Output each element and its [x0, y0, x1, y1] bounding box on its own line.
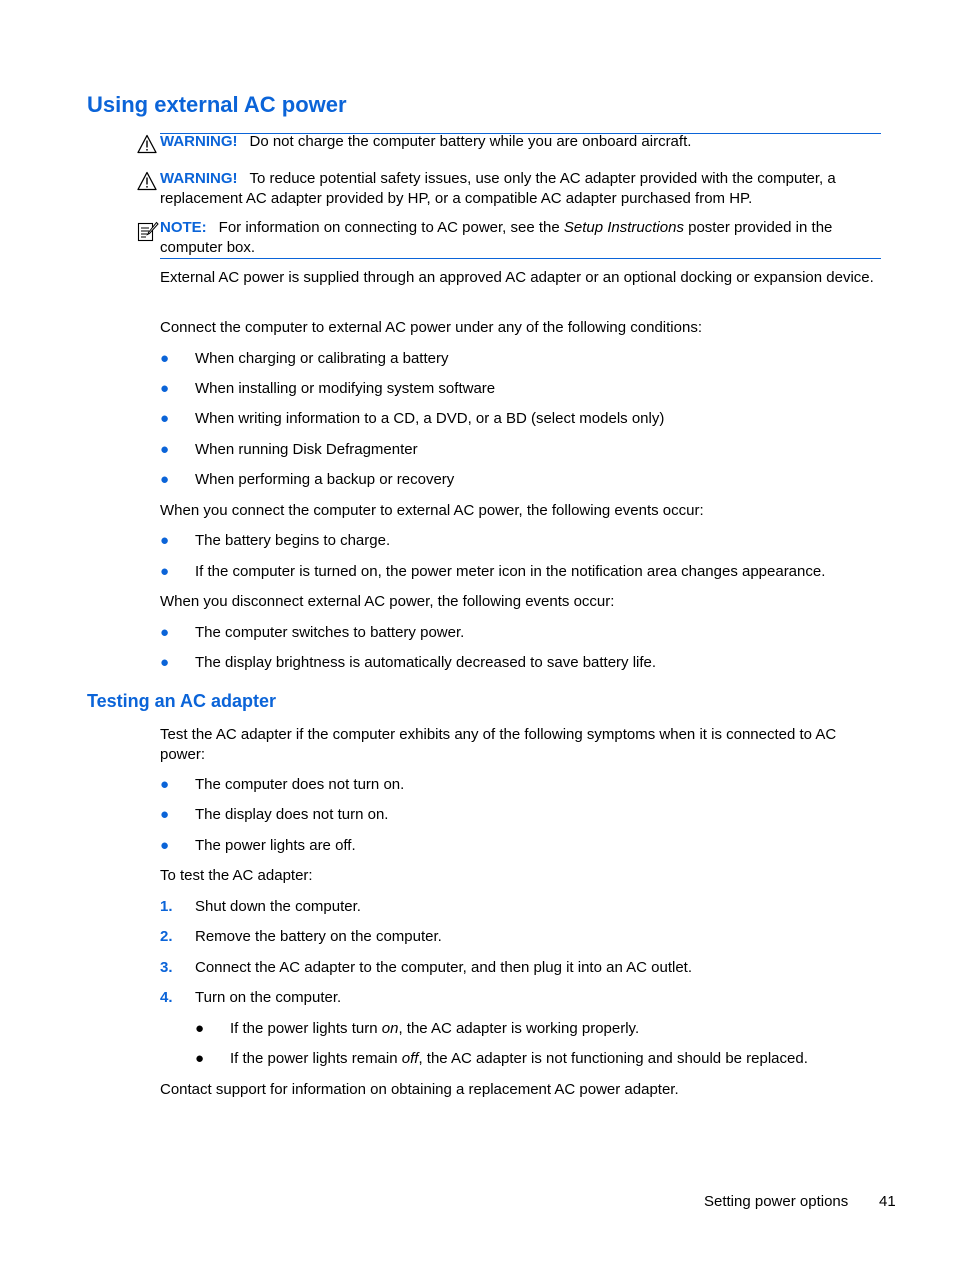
bullet: ● [195, 1020, 205, 1037]
bullet: ● [160, 410, 170, 427]
bullet: ● [160, 532, 170, 549]
bullet: ● [160, 380, 170, 397]
bullet: ● [160, 806, 170, 823]
note-text-after: poster provided in the computer box. [160, 219, 833, 256]
bullet: ● [160, 350, 170, 367]
bullet: ● [160, 776, 170, 793]
footer-section: Setting power options [704, 1193, 849, 1210]
step-number: 1. [160, 898, 173, 915]
note-text-before: For information on connecting to AC power, see the [218, 219, 564, 236]
para-contact: Contact support for information on obtaining a replacement AC power adapter. [160, 1081, 679, 1098]
bullet: ● [160, 471, 170, 488]
warning-text: Do not charge the computer battery while you are onboard aircraft. [249, 133, 692, 150]
step-number: 4. [160, 989, 173, 1006]
warning-triangle-icon [137, 171, 157, 191]
bullet: ● [160, 563, 170, 580]
para-conditions: Connect the computer to external AC power under any of the following conditions: [160, 319, 702, 336]
step-number: 2. [160, 928, 173, 945]
note-label: NOTE: [160, 219, 207, 236]
para-disconnect: When you disconnect external AC power, the following events occur: [160, 593, 615, 610]
para-to-test: To test the AC adapter: [160, 867, 313, 884]
para-connect: When you connect the computer to external AC power, the following events occur: [160, 502, 704, 519]
para-supply: External AC power is supplied through an approved AC adapter or an optional docking or expansion device. [160, 269, 874, 286]
step-number: 3. [160, 959, 173, 976]
warning-text: To reduce potential safety issues, use only the AC adapter provided with the computer, a replacement AC adapter provided by HP, or a compatible AC adapter purchased from HP. [160, 170, 836, 207]
warning-label: WARNING! [160, 170, 238, 187]
page-number: 41 [879, 1193, 896, 1210]
para-test: Test the AC adapter if the computer exhibits any of the following symptoms when it is connected to AC power: [160, 726, 837, 763]
bullet: ● [160, 624, 170, 641]
warning-label: WARNING! [160, 133, 238, 150]
warning-triangle-icon [137, 134, 157, 154]
page-title: Using external AC power [87, 92, 347, 117]
bullet: ● [195, 1050, 205, 1067]
note-text-italic: Setup Instructions [563, 219, 684, 236]
bullet: ● [160, 441, 170, 458]
note [160, 218, 880, 258]
section-title: Testing an AC adapter [87, 691, 277, 711]
rule-bottom [160, 258, 881, 259]
bullet: ● [160, 654, 170, 671]
warning-1 [160, 132, 880, 152]
bullet: ● [160, 837, 170, 854]
warning-2 [160, 169, 880, 209]
note-pencil-icon [137, 221, 157, 241]
